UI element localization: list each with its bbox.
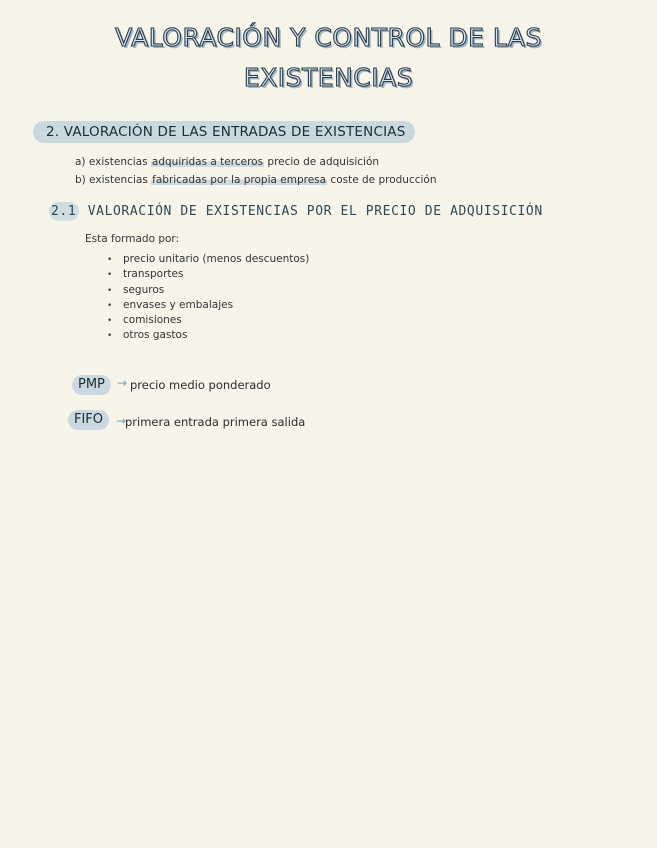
subsection-heading (49, 204, 543, 219)
arrow-right-icon: → (116, 414, 127, 428)
fifo-acronym-badge: FIFO (68, 410, 109, 430)
pmp-acronym-badge: PMP (72, 375, 111, 395)
pmp-description: precio medio ponderado (130, 378, 271, 392)
bullet-icon: • (107, 255, 113, 265)
fifo-description: primera entrada primera salida (125, 415, 306, 429)
list-item-label: otros gastos (123, 329, 188, 342)
bullet-icon: • (107, 316, 113, 327)
list-item-label: precio unitario (menos descuentos) (123, 253, 310, 265)
list-item-b (75, 174, 437, 186)
item-a-suffix: precio de adquisición (267, 156, 380, 168)
list-item-label: seguros (123, 283, 165, 296)
subsection-number: 2.1 (49, 202, 79, 221)
subsection-title: VALORACIÓN DE EXISTENCIAS POR EL PRECIO DE ADQUISICIÓN (87, 204, 543, 219)
list-item (107, 298, 309, 313)
item-b-prefix: b) existencias (75, 174, 148, 186)
subsection-intro: Esta formado por: (85, 233, 180, 245)
bullet-icon: • (107, 270, 113, 281)
item-a-prefix: a) existencias (75, 156, 148, 168)
list-item (107, 267, 309, 282)
item-b-suffix: coste de producción (330, 174, 437, 186)
bullet-icon: • (107, 331, 113, 342)
list-item-label: transportes (123, 268, 184, 281)
list-item-a (75, 156, 379, 168)
page-title-line-1: VALORACIÓN Y CONTROL DE LAS (115, 23, 542, 52)
cost-component-list (107, 252, 309, 344)
item-b-highlight: fabricadas por la propia empresa (152, 174, 327, 186)
arrow-right-icon: → (117, 376, 128, 390)
page-title-line-2: EXISTENCIAS (243, 63, 414, 92)
section-heading: 2. VALORACIÓN DE LAS ENTRADAS DE EXISTENCIAS (33, 121, 415, 143)
bullet-icon: • (107, 300, 113, 311)
bullet-icon: • (107, 285, 113, 296)
list-item-label: comisiones (123, 314, 182, 327)
list-item (107, 283, 309, 298)
page-title (0, 18, 657, 98)
list-item (107, 328, 309, 343)
item-a-highlight: adquiridas a terceros (151, 156, 264, 168)
list-item (107, 313, 309, 328)
list-item-label: envases y embalajes (123, 298, 234, 311)
list-item (107, 252, 309, 267)
